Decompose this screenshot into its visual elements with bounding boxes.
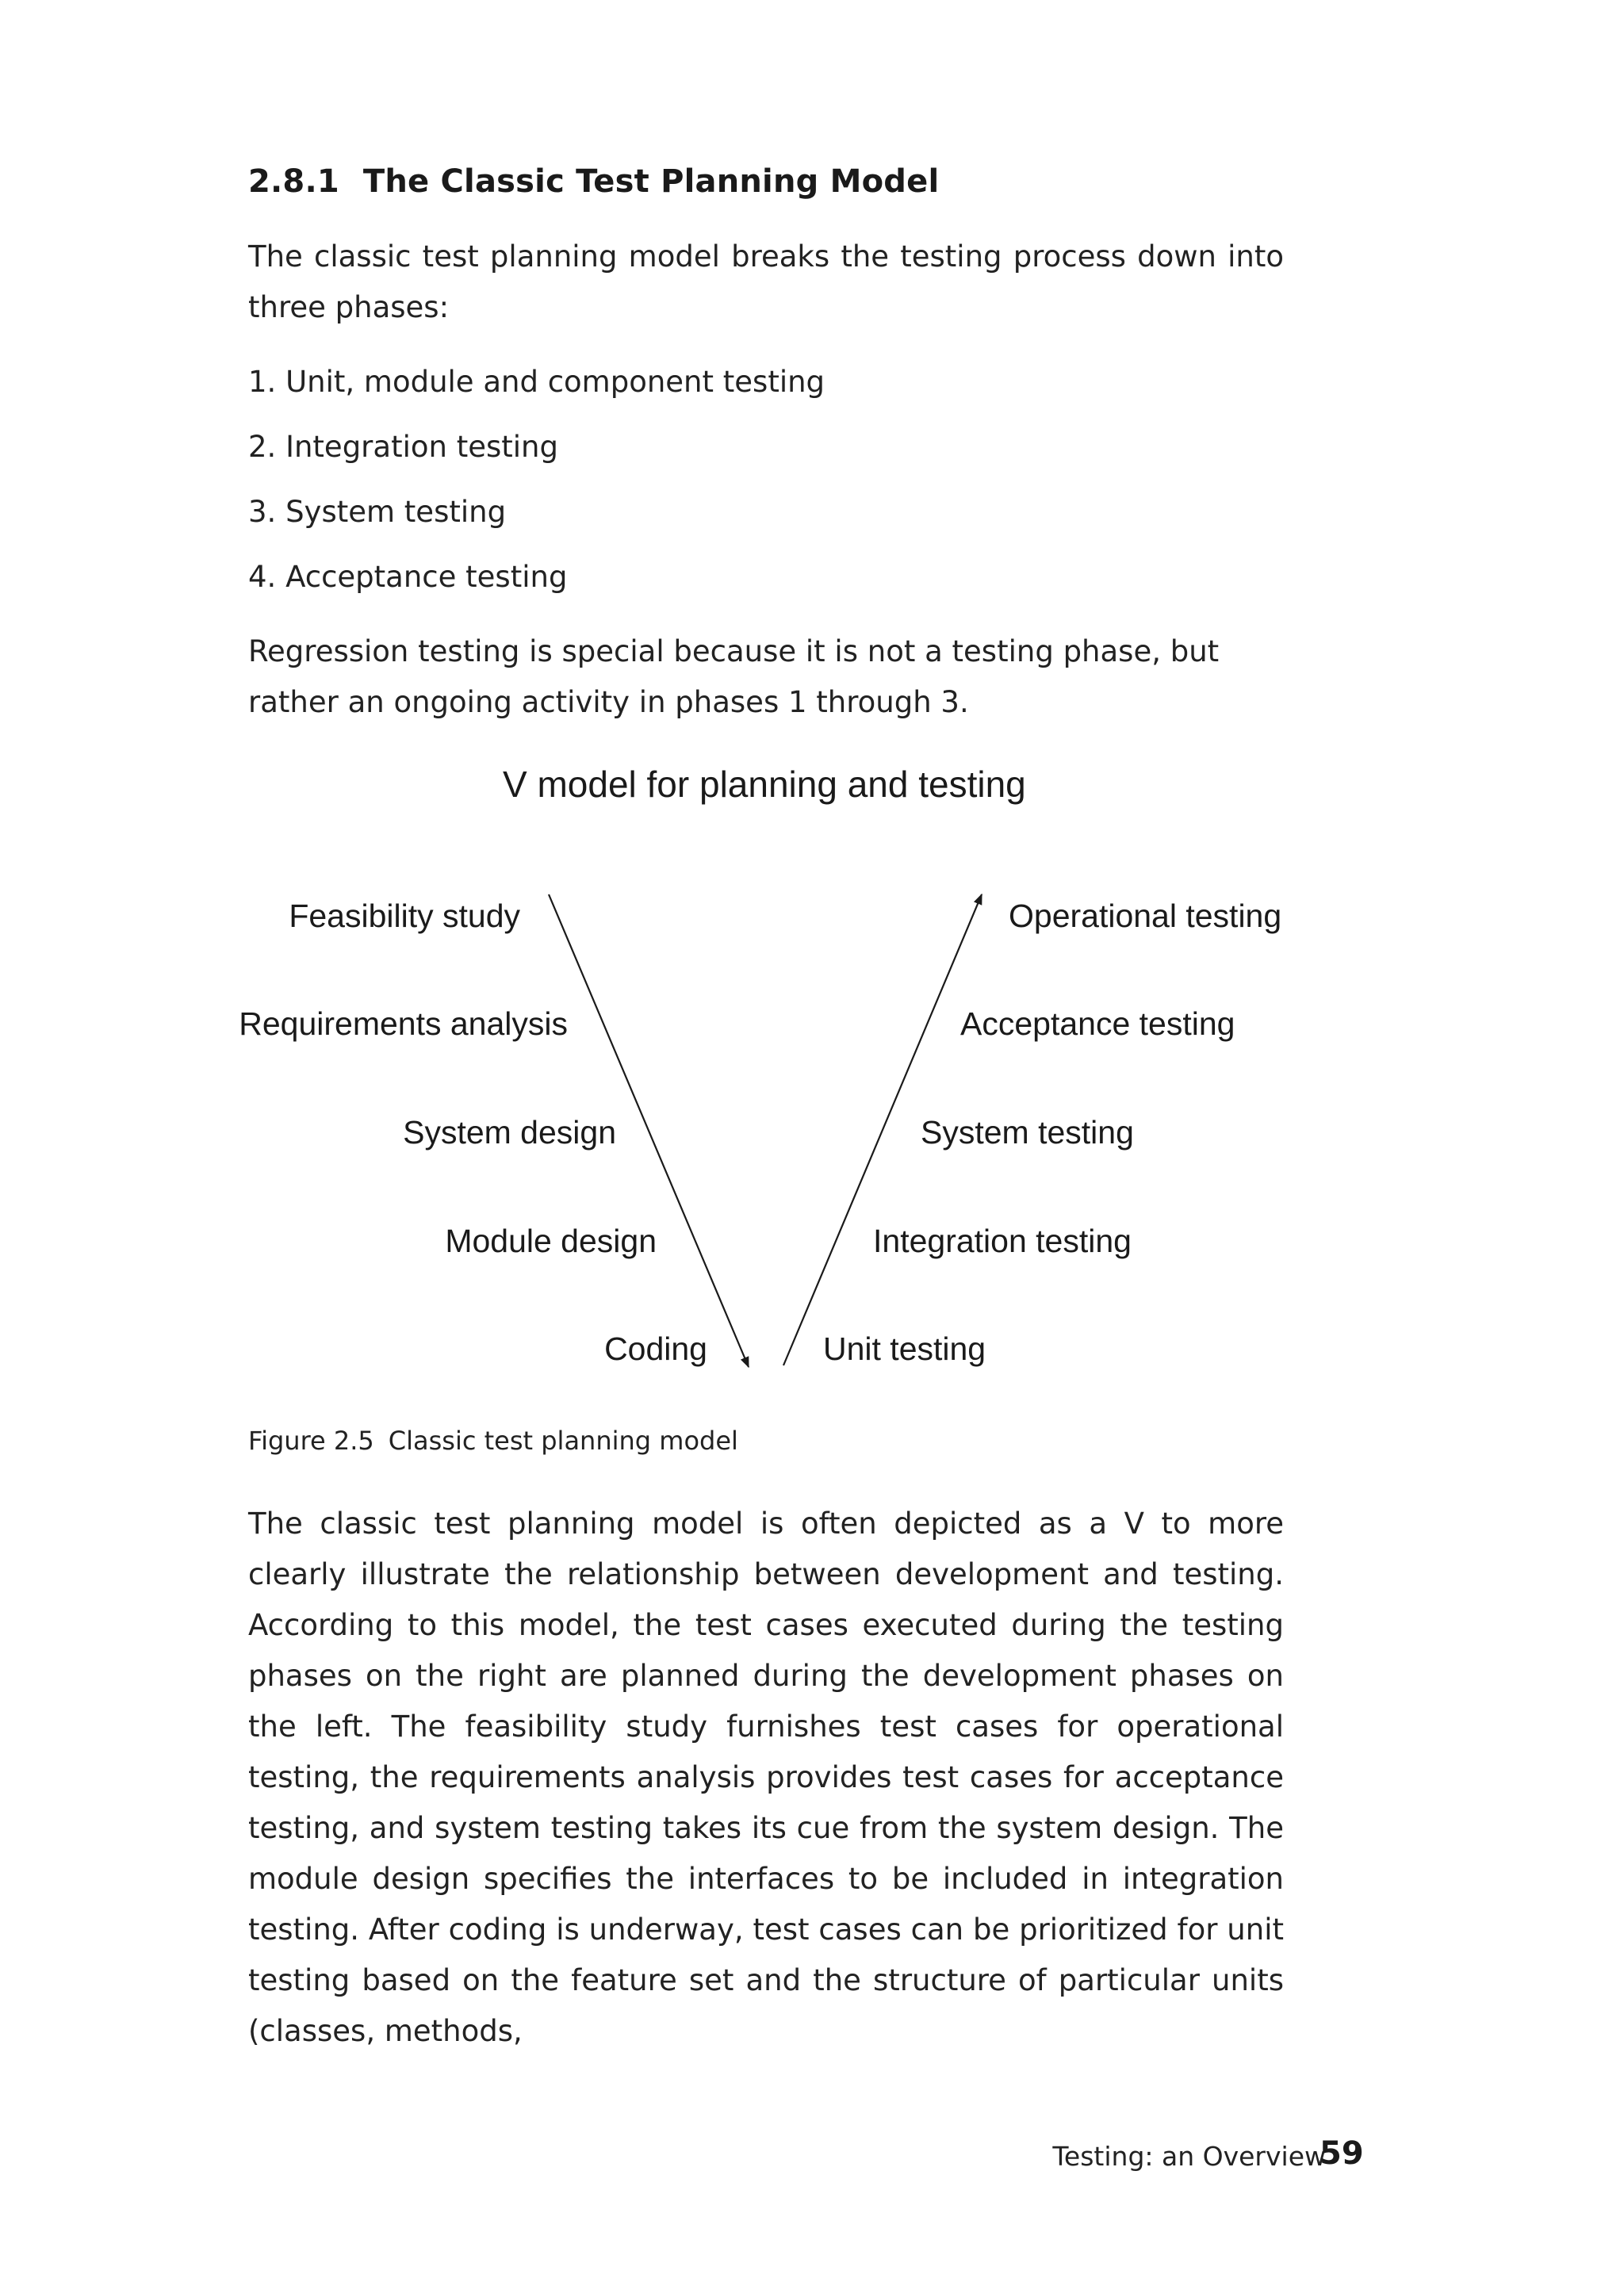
- figure-number: Figure 2.5: [248, 1426, 374, 1456]
- test-phase-unit-testing: Unit testing: [823, 1331, 986, 1367]
- regression-paragraph: Regression testing is special because it is not a testing phase, but rather an ongoing activity in phases 1 through 3.: [248, 634, 1220, 719]
- test-phase-integration-testing: Integration testing: [873, 1223, 1132, 1259]
- body-paragraph: The classic test planning model is often depicted as a V to more clearly illustrate the relationship between development and testing. According to this model, the test cases executed during the testing phases on the right are planned during the development phases on the left. The feasibility study furnishes test cases for operational testing, the requirements analysis provides test cases for acceptance testing, and system testing takes its cue from the system design. The module design specifies the interfaces to be included in integration testing. After coding is underway, test cases can be prioritized for unit testing based on the feature set and the structure of particular units (classes, methods,: [248, 1507, 1284, 2048]
- page-footer: [0, 2141, 1361, 2172]
- dev-phase-feasibility-study: Feasibility study: [289, 898, 520, 934]
- section-number: 2.8.1: [248, 163, 339, 200]
- figure-caption-text: Classic test planning model: [388, 1426, 738, 1456]
- running-title: Testing: an Overview: [1052, 2141, 1326, 2172]
- phase-item: 2. Integration testing: [248, 430, 558, 464]
- section-heading: [248, 163, 939, 200]
- figure-caption: [248, 1426, 738, 1456]
- page-number: 59: [1320, 2135, 1364, 2172]
- phase-item: 1. Unit, module and component testing: [248, 365, 825, 399]
- dev-phase-system-design: System design: [403, 1114, 616, 1151]
- dev-phase-coding: Coding: [604, 1331, 707, 1367]
- phase-item: 4. Acceptance testing: [248, 560, 568, 594]
- phase-item: 3. System testing: [248, 495, 507, 529]
- test-phase-acceptance-testing: Acceptance testing: [960, 1005, 1235, 1042]
- phase-list: [248, 357, 825, 617]
- dev-phase-requirements-analysis: Requirements analysis: [239, 1005, 568, 1042]
- intro-paragraph: The classic test planning model breaks the testing process down into three phases:: [248, 239, 1284, 324]
- test-phase-operational-testing: Operational testing: [1009, 898, 1282, 934]
- v-diagram: [0, 761, 1624, 1396]
- figure-title: V model for planning and testing: [503, 764, 1026, 805]
- dev-phase-module-design: Module design: [445, 1223, 657, 1259]
- test-phase-system-testing: System testing: [921, 1114, 1134, 1151]
- section-title: The Classic Test Planning Model: [362, 163, 940, 200]
- v-model-figure: [0, 761, 1624, 1396]
